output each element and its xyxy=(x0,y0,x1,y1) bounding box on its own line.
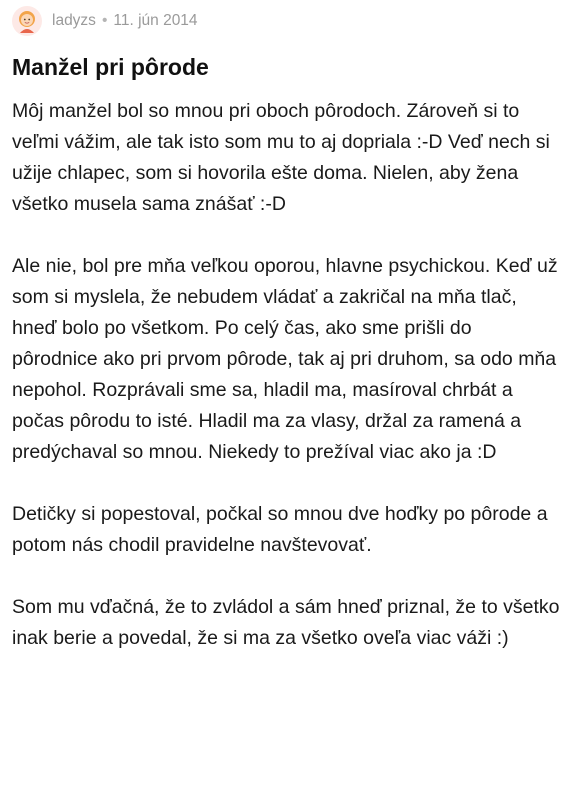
post-date: 11. jún 2014 xyxy=(113,12,198,29)
post-paragraph: Môj manžel bol so mnou pri oboch pôrodoch. Zároveň si to veľmi vážim, ale tak isto som mu to aj dopriala :-D Veď nech si užije chlapec, som si hovorila ešte doma. Nielen, aby žena všetko musela sama znášať :-D xyxy=(12,100,550,215)
post-title: Manžel pri pôrode xyxy=(12,54,209,80)
avatar[interactable] xyxy=(12,6,42,36)
post-meta-text xyxy=(52,12,198,30)
post-paragraph: Detičky si popestoval, počkal so mnou dve hoďky po pôrode a potom nás chodil pravidelne navštevovať. xyxy=(12,503,548,556)
meta-separator: • xyxy=(101,12,108,29)
post-meta xyxy=(12,0,561,42)
user-avatar-icon xyxy=(14,8,40,34)
post-body xyxy=(12,96,561,654)
author-name[interactable]: ladyzs xyxy=(52,12,96,29)
post-paragraph: Som mu vďačná, že to zvládol a sám hneď priznal, že to všetko inak berie a povedal, že si ma za všetko oveľa viac váži :) xyxy=(12,596,560,649)
post-paragraph: Ale nie, bol pre mňa veľkou oporou, hlavne psychickou. Keď už som si myslela, že nebudem vládať a zakričal na mňa tlač, hneď bolo po všetkom. Po celý čas, ako sme prišli do pôrodnice ako pri prvom pôrode, tak aj pri druhom, sa odo mňa nepohol. Rozprávali sme sa, hladil ma, masíroval chrbát a počas pôrodu to isté. Hladil ma za vlasy, držal za ramená a predýchaval so mnou. Niekedy to prežíval viac ako ja :D xyxy=(12,255,558,463)
